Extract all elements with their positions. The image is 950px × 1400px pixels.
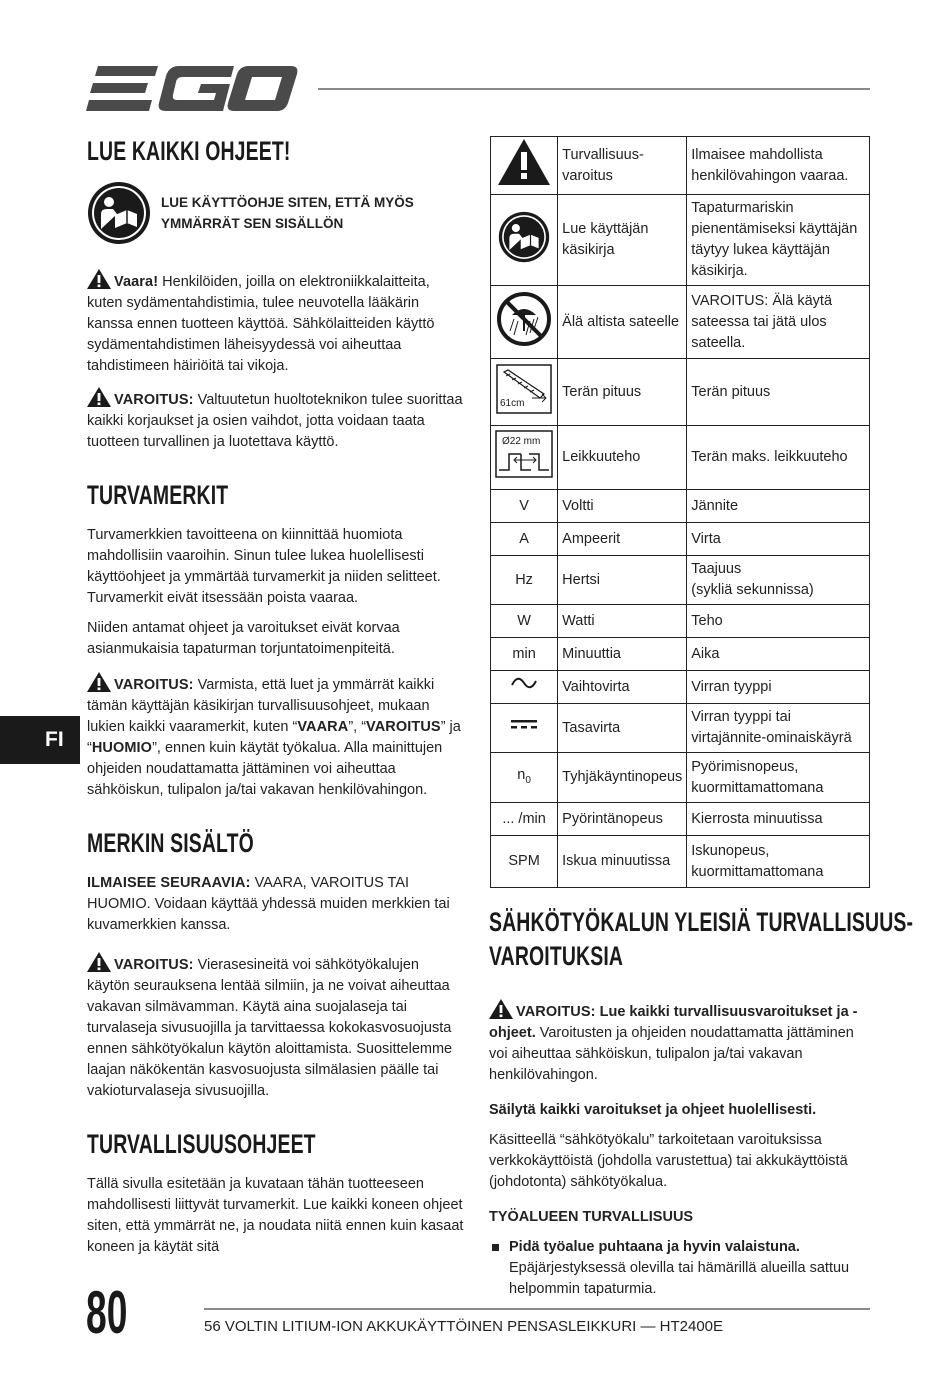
description-line: Pyörimisnopeus, kuormittamattomana — [691, 758, 824, 796]
warning-paragraph-2 — [87, 672, 465, 801]
danger-label: Vaara! — [114, 274, 159, 290]
symbol-cell — [491, 704, 558, 753]
symbol-description — [687, 426, 870, 490]
symbol-name: Leikkuuteho — [558, 426, 687, 490]
table-row — [491, 803, 870, 836]
svg-text:61cm: 61cm — [500, 397, 525, 409]
description-line: Virta — [691, 530, 721, 547]
description-line: Teho — [691, 612, 723, 629]
warning-label: VAROITUS: — [114, 392, 194, 408]
table-row — [491, 490, 870, 523]
manual-notice-line1: LUE KÄYTTÖOHJE SITEN, ETTÄ MYÖS — [161, 195, 414, 210]
table-row — [491, 753, 870, 803]
ego-logo — [86, 64, 298, 114]
table-row — [491, 704, 870, 753]
symbol-subscript: 0 — [525, 774, 531, 786]
symbol-cell — [491, 286, 558, 359]
turvamerkit-p1: Turvamerkkien tavoitteena on kiinnittää huomiota mahdollisiin vaaroihin. Sinun tulee lukea huolellisesti käyttöohjeet ja ymmärtää turvamerkit ja niiden selitteet. Turvamerkit eivät itsessään poista vaaraa. — [87, 527, 441, 606]
merkin-text: VAARA, VAROITUS TAI HUOMIO. Voidaan käyttää yhdessä muiden merkkien tai kuvamerkkien kanssa. — [87, 875, 450, 933]
list-item — [489, 1237, 870, 1300]
symbol-cell — [491, 638, 558, 671]
symbol-description — [687, 753, 870, 803]
symbol-name: Terän pituus — [558, 359, 687, 426]
description-line: Terän pituus — [691, 383, 771, 400]
description-line: Tapaturmariskin pienentämiseksi käyttäjän täytyy lukea käyttäjän käsikirja. — [691, 200, 858, 279]
description-line: Terän maks. leikkuuteho — [691, 449, 848, 465]
symbol-name: Voltti — [558, 490, 687, 523]
symbol-cell — [491, 605, 558, 638]
description-line: Taajuus — [691, 561, 742, 577]
description-line: Iskunopeus, kuormittamattomana — [691, 842, 824, 880]
general-warning-text: Varoitusten ja ohjeiden noudattamatta jättäminen voi aiheuttaa sähköiskun, tulipalon ja/tai vakavan henkilövahingon. — [489, 1025, 854, 1083]
read-manual-icon — [498, 211, 550, 270]
warning-triangle-icon — [498, 139, 550, 192]
symbol-name: Ampeerit — [558, 523, 687, 556]
symbol-description — [687, 523, 870, 556]
heading-read-all: LUE KAIKKI OHJEET! — [87, 136, 291, 166]
alternating-current-icon — [510, 676, 538, 697]
heading-turvallisuusohjeet: TURVALLISUUSOHJEET — [87, 1129, 316, 1159]
symbol-cell — [491, 426, 558, 490]
symbol-name: Iskua minuutissa — [558, 836, 687, 888]
read-manual-icon — [87, 181, 151, 245]
description-line: Jännite — [691, 497, 739, 514]
warning3-text: Vierasesineitä voi sähkötyökalujen käytön seurauksena lentää silmiin, ja ne voivat aiheuttaa vakavan silmävamman. Käytä aina suojalaseja tai turvalaseja sivusuojilla ja tarvittaessa kokokasvosuojusta ennen sähkötyökalun käytön aloittamista. Suosittelemme laajan näkökentän kasvosuojusta silmälasien päälle tai vakioturvalaseja sivusuojilla. — [87, 957, 453, 1099]
language-tab: FI — [0, 716, 80, 764]
description-line: Kierrosta minuutissa — [691, 810, 823, 827]
symbol-cell — [491, 671, 558, 704]
symbol-description — [687, 556, 870, 605]
symbol-name: Lue käyttäjän käsikirja — [558, 195, 687, 286]
symbol-description — [687, 490, 870, 523]
description-line: Ilmaisee mahdollista henkilövahingon vaaraa. — [691, 146, 849, 184]
symbol-description — [687, 605, 870, 638]
warning-label: VAROITUS: — [516, 1004, 596, 1020]
description-line: Virran tyyppi — [691, 678, 772, 695]
header-rule — [318, 88, 870, 90]
warning-text: Valtuutetun huoltoteknikon tulee suorittaa kaikki korjaukset ja osien vaihdot, jotta voidaan taata tuotteen turvallinen ja luotettava käyttö. — [87, 392, 463, 450]
symbol-description — [687, 359, 870, 426]
footer-title: 56 VOLTIN LITIUM-ION AKKUKÄYTTÖINEN PENSASLEIKKURI — HT2400E — [204, 1318, 724, 1335]
warning2-text-c: ” ja “ — [87, 719, 461, 756]
symbol-cell — [491, 803, 558, 836]
direct-current-icon — [510, 717, 538, 738]
symbol-name: Tyhjäkäyntinopeus — [558, 753, 687, 803]
heading-merkin-sisalto: MERKIN SISÄLTÖ — [87, 828, 254, 858]
symbol-text: Hz — [515, 571, 533, 588]
symbol-description — [687, 803, 870, 836]
warning-triangle-icon — [87, 387, 111, 407]
work-area-heading: TYÖALUEEN TURVALLISUUS — [489, 1209, 694, 1225]
symbol-text: W — [517, 612, 531, 629]
left-column — [87, 135, 465, 1267]
table-row — [491, 556, 870, 605]
symbol-cell — [491, 523, 558, 556]
symbol-text: A — [519, 530, 529, 547]
merkin-label: ILMAISEE SEURAAVIA: — [87, 875, 251, 891]
heading-general-safety-2: VAROITUKSIA — [489, 941, 624, 971]
svg-text:Ø22 mm: Ø22 mm — [502, 436, 541, 447]
symbol-description — [687, 836, 870, 888]
keyword-vaara: VAARA — [297, 719, 349, 735]
table-row — [491, 523, 870, 556]
table-row — [491, 195, 870, 286]
symbol-name: Tasavirta — [558, 704, 687, 753]
footer-rule — [204, 1308, 870, 1310]
warning2-text-b: ”, “ — [348, 719, 367, 735]
symbol-name: Pyörintänopeus — [558, 803, 687, 836]
warning-triangle-icon — [87, 952, 111, 972]
bullet-bold: Pidä työalue puhtaana ja hyvin valaistuna. — [509, 1239, 800, 1255]
warning-triangle-icon — [87, 672, 111, 692]
no-rain-icon — [496, 291, 552, 354]
right-column — [489, 905, 914, 1300]
symbol-name: Hertsi — [558, 556, 687, 605]
table-row — [491, 671, 870, 704]
symbol-cell — [491, 753, 558, 803]
symbol-name: Minuuttia — [558, 638, 687, 671]
symbol-cell — [491, 195, 558, 286]
table-row — [491, 426, 870, 490]
work-area-list — [489, 1237, 870, 1300]
bullet-text: Epäjärjestyksessä olevilla tai hämärillä alueilla sattuu helpommin tapaturmia. — [509, 1260, 850, 1297]
keep-instructions: Säilytä kaikki varoitukset ja ohjeet huolellisesti. — [489, 1102, 817, 1118]
symbol-text: V — [519, 497, 529, 514]
symbol-cell — [491, 490, 558, 523]
table-row — [491, 137, 870, 195]
warning-label: VAROITUS: — [114, 957, 194, 973]
description-line: Aika — [691, 645, 720, 662]
heading-turvamerkit: TURVAMERKIT — [87, 480, 229, 510]
table-row — [491, 286, 870, 359]
warning-label: VAROITUS: — [114, 677, 194, 693]
warning-triangle-icon — [489, 999, 513, 1019]
blade-length-icon — [496, 364, 552, 421]
symbol-table — [490, 136, 870, 888]
read-manual-notice — [87, 181, 465, 245]
heading-general-safety-1: SÄHKÖTYÖKALUN YLEISIÄ TURVALLISUUS- — [489, 907, 914, 937]
cutting-capacity-icon — [495, 430, 553, 485]
keyword-huomio: HUOMIO — [91, 740, 153, 756]
symbol-cell — [491, 359, 558, 426]
warning-paragraph-1 — [87, 387, 465, 453]
symbol-description — [687, 704, 870, 753]
symbol-text: min — [512, 645, 536, 662]
table-row — [491, 836, 870, 888]
danger-text: Henkilöiden, joilla on elektroniikkalaitteita, kuten sydämentahdistimia, tulee neuvotella lääkärin kanssa ennen tuotteen käyttöä. Sähkölaitteiden käyttö sydämentahdistimen läheisyydessä voi aiheuttaa tahdistimeen häiriöitä tai vikoja. — [87, 274, 435, 374]
symbol-name: Turvallisuus-varoitus — [558, 137, 687, 195]
symbol-text: SPM — [508, 853, 540, 869]
power-tool-definition: Käsitteellä “sähkötyökalu” tarkoitetaan varoituksissa verkkokäyttöistä (johdolla varustettua) tai akkukäyttöistä (johdotonta) sähkötyökalua. — [489, 1132, 848, 1190]
warning2-text-a: Varmista, että luet ja ymmärrät kaikki tämän käyttäjän käsikirjan turvallisuusohjeet, mukaan lukien kaikki vaaramerkit, kuten “ — [87, 677, 435, 735]
symbol-description — [687, 286, 870, 359]
general-warning-paragraph — [489, 999, 870, 1086]
table-row — [491, 605, 870, 638]
general-warning-bold: Lue kaikki turvallisuusvaroitukset ja -ohjeet. — [489, 1004, 858, 1041]
manual-notice-line2: YMMÄRRÄT SEN SISÄLLÖN — [161, 216, 344, 231]
description-line: VAROITUS: Älä käytä sateessa tai jätä ulos sateella. — [691, 292, 833, 351]
danger-paragraph — [87, 269, 465, 377]
symbol-description — [687, 195, 870, 286]
symbol-text: n — [517, 766, 526, 783]
symbol-description — [687, 638, 870, 671]
warning2-text-d: ”, ennen kuin käytät työkalua. Alla mainittujen ohjeiden noudattamatta jättäminen voi aiheuttaa sähköiskun, tulipalon ja/tai vakavan henkilövahingon. — [87, 740, 443, 798]
symbol-text: ... /min — [502, 810, 546, 827]
symbol-cell — [491, 836, 558, 888]
symbol-name: Vaihtovirta — [558, 671, 687, 704]
keyword-varoitus: VAROITUS — [366, 719, 441, 735]
symbol-description — [687, 137, 870, 195]
page-number: 80 — [86, 1279, 128, 1346]
symbol-cell — [491, 137, 558, 195]
description-line: (sykliä sekunnissa) — [691, 582, 814, 598]
merkin-paragraph — [87, 873, 465, 936]
warning-triangle-icon — [87, 269, 111, 289]
warning-paragraph-3 — [87, 952, 465, 1102]
table-row — [491, 638, 870, 671]
symbol-cell — [491, 556, 558, 605]
symbol-name: Älä altista sateelle — [558, 286, 687, 359]
turvallisuus-text: Tällä sivulla esitetään ja kuvataan tähän tuotteeseen mahdollisesti liittyvät turvamerkit. Lue kaikki koneen ohjeet siten, että ymmärrät ne, ja noudata niitä ennen kuin kasaat koneen ja käytät sitä — [87, 1176, 464, 1255]
description-line: Virran tyyppi tai virtajännite-ominaiskäyrä — [691, 709, 852, 746]
symbol-description — [687, 671, 870, 704]
turvamerkit-p2: Niiden antamat ohjeet ja varoitukset eivät korvaa asianmukaisia tapaturman torjuntatoimenpiteitä. — [87, 620, 400, 657]
table-row — [491, 359, 870, 426]
symbol-name: Watti — [558, 605, 687, 638]
